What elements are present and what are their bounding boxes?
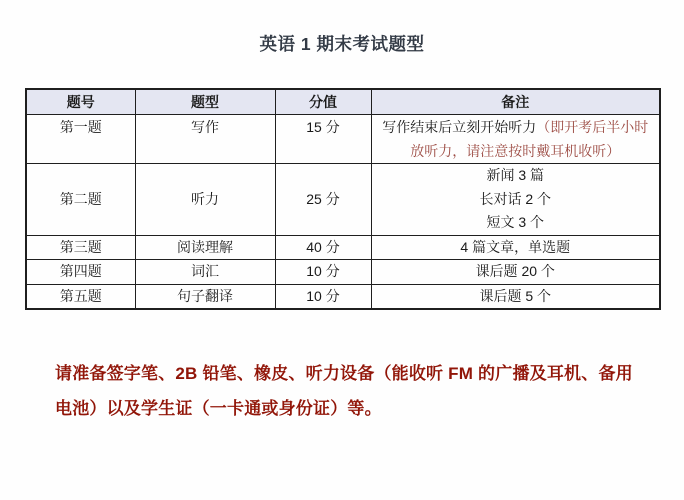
header-question-type: 题型 <box>135 89 275 115</box>
table-row-vocabulary <box>26 260 660 285</box>
page-title: 英语 1 期末考试题型 <box>259 34 425 54</box>
header-score: 分值 <box>275 89 371 115</box>
cell-note: 4 篇文章，单选题 <box>371 235 660 260</box>
table-row-writing <box>26 115 660 164</box>
cell-question-no: 第四题 <box>26 260 135 285</box>
cell-question-type: 听力 <box>135 164 275 236</box>
cell-note: 课后题 20 个 <box>371 260 660 285</box>
cell-question-no: 第二题 <box>26 164 135 236</box>
note-line-news: 新闻 3 篇 <box>486 167 545 183</box>
exam-schedule-table <box>25 88 661 310</box>
cell-question-type: 词汇 <box>135 260 275 285</box>
table-row-translation <box>26 284 660 309</box>
cell-question-no: 第五题 <box>26 284 135 309</box>
header-question-no: 题号 <box>26 89 135 115</box>
header-note: 备注 <box>371 89 660 115</box>
cell-score: 10 分 <box>275 260 371 285</box>
cell-question-type: 写作 <box>135 115 275 164</box>
cell-score: 25 分 <box>275 164 371 236</box>
table-header-row <box>26 89 660 115</box>
table-row-reading <box>26 235 660 260</box>
cell-note <box>371 164 660 236</box>
note-text: 写作结束后立刻开始听力 <box>382 119 537 135</box>
cell-note <box>371 115 660 164</box>
note-red-text: （即开考后半小时放听力，请注意按时戴耳机收听） <box>410 119 649 159</box>
cell-note: 课后题 5 个 <box>371 284 660 309</box>
cell-question-type: 句子翻译 <box>135 284 275 309</box>
cell-score: 10 分 <box>275 284 371 309</box>
table-row-listening <box>26 164 660 236</box>
preparation-notice: 请准备签字笔、2B 铅笔、橡皮、听力设备（能收听 FM 的广播及耳机、备用电池）以及学生证（一卡通或身份证）等。 <box>55 364 633 418</box>
cell-question-type: 阅读理解 <box>135 235 275 260</box>
note-line-passage: 短文 3 个 <box>486 214 545 231</box>
cell-question-no: 第一题 <box>26 115 135 164</box>
cell-question-no: 第三题 <box>26 235 135 260</box>
cell-score: 40 分 <box>275 235 371 260</box>
note-line-dialog: 长对话 2 个 <box>479 190 552 207</box>
cell-score: 15 分 <box>275 115 371 164</box>
